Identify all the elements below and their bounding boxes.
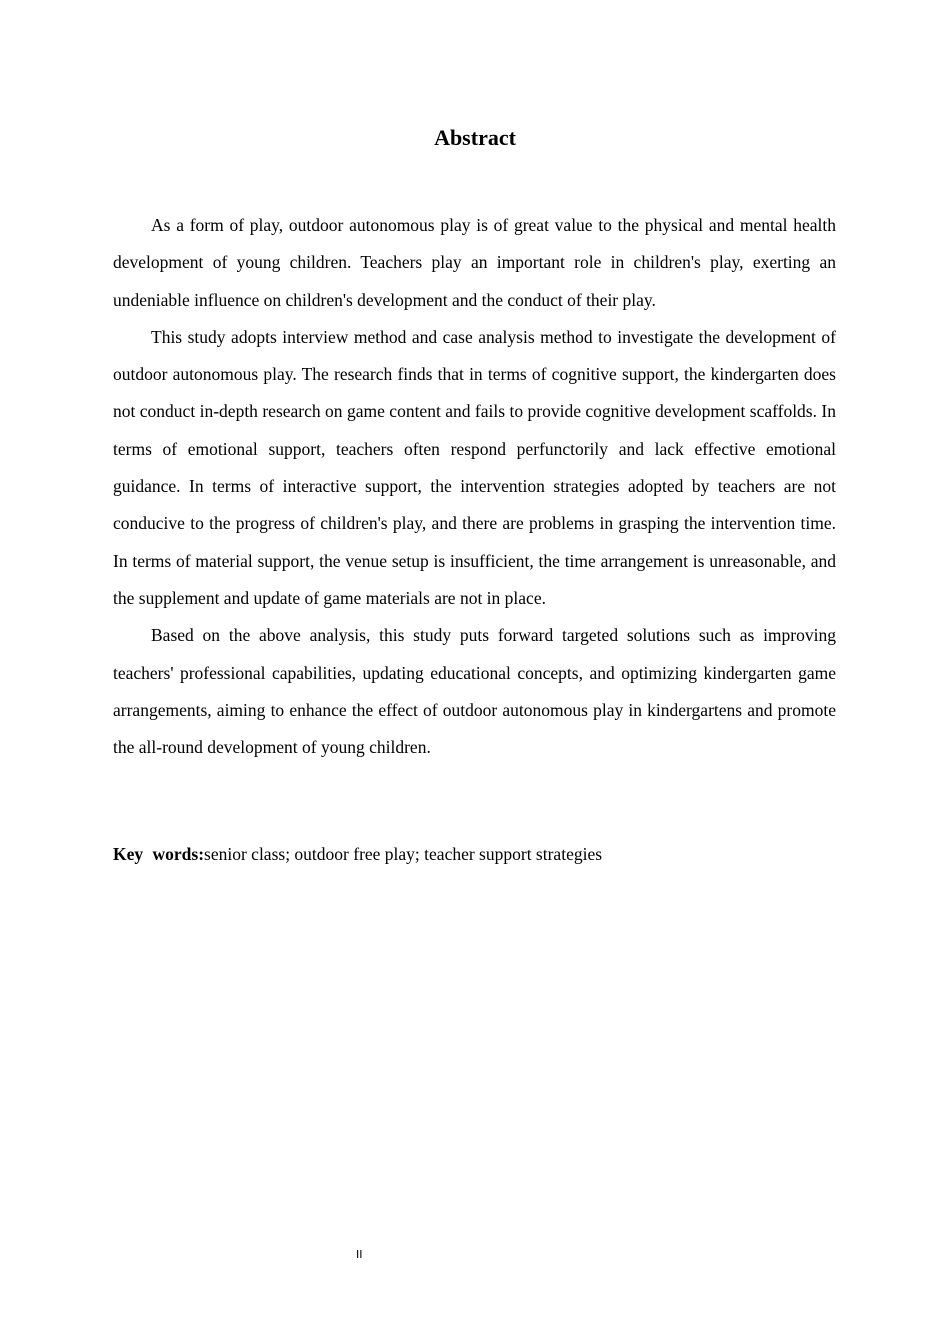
abstract-title: Abstract bbox=[434, 125, 516, 150]
abstract-paragraph-2: This study adopts interview method and case analysis method to investigate the development of outdoor autonomous play. The research finds that in terms of cognitive support, the kindergarten does not conduct in-depth research on game content and fails to provide cognitive development scaffolds. In terms of emotional support, teachers often respond perfunctorily and lack effective emotional guidance. In terms of interactive support, the intervention strategies adopted by teachers are not conducive to the progress of children's play, and there are problems in grasping the intervention time. In terms of material support, the venue setup is insufficient, the time arrangement is unreasonable, and the supplement and update of game materials are not in place. bbox=[113, 326, 836, 608]
abstract-paragraph-1: As a form of play, outdoor autonomous play is of great value to the physical and mental health development of young children. Teachers play an important role in children's play, exerting an undeniable influence on children's development and the conduct of their play. bbox=[113, 215, 836, 310]
keywords-label: Key words: bbox=[113, 844, 205, 864]
keywords-text: senior class; outdoor free play; teacher support strategies bbox=[204, 844, 603, 864]
abstract-paragraph-3: Based on the above analysis, this study puts forward targeted solutions such as improving teachers' professional capabilities, updating educational concepts, and optimizing kindergarten game arrangements, aiming to enhance the effect of outdoor autonomous play in kindergartens and promote the all-round development of young children. bbox=[113, 625, 836, 758]
keywords-line bbox=[113, 836, 836, 873]
page-number: II bbox=[356, 1248, 363, 1261]
abstract-body bbox=[113, 207, 836, 766]
